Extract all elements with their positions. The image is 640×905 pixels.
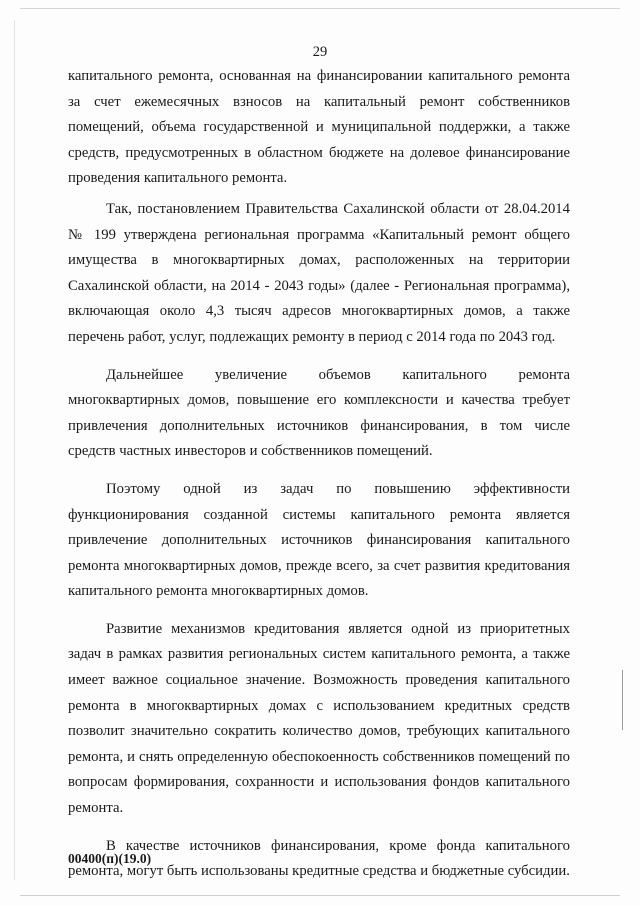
scan-edge-line-right [622, 670, 623, 730]
page-number: 29 [312, 44, 328, 60]
scan-edge-line-left [14, 20, 15, 880]
scan-edge-line-bottom [20, 895, 620, 896]
paragraph-5: Развитие механизмов кредитования является одной из приоритетных задач в рамках развития региональных систем капитального ремонта, а также имеет важное социальное значение. Возможность проведения капитального ремонта в многоквартирных домах с использованием кредитных средств позволит значительно сократить количество домов, требующих капитального ремонта, и снять определенную обеспокоенность собственников помещений по вопросам формирования, сохранности и использования фондов капитального ремонта. [68, 620, 570, 817]
paragraph-3: Дальнейшее увеличение объемов капитального ремонта многоквартирных домов, повышение его комплексности и качества требует привлечения дополнительных источников финансирования, в том числе средств частных инвесторов и собственников помещений. [68, 366, 570, 460]
paragraph-1: капитального ремонта, основанная на финансировании капитального ремонта за счет ежемесячных взносов на капитальный ремонт собственников помещений, объема государственной и муниципальной поддержки, а также средств, предусмотренных в областном бюджете на долевое финансирование проведения капитального ремонта. [68, 68, 570, 187]
paragraph-2: Так, постановлением Правительства Сахалинской области от 28.04.2014 № 199 утверждена региональная программа «Капитальный ремонт общего имущества в многоквартирных домах, расположенных на территории Сахалинской области, на 2014 - 2043 годы» (далее - Региональная программа), включающая около 4,3 тысяч адресов многоквартирных домов, а также перечень работ, услуг, подлежащих ремонту в период с 2014 года по 2043 год. [68, 200, 570, 345]
document-code: 00400(п)(19.0) [68, 851, 152, 866]
paragraph-6: В качестве источников финансирования, кроме фонда капитального ремонта, могут быть использованы кредитные средства и бюджетные субсидии. [68, 837, 570, 880]
body-text [68, 64, 570, 885]
paragraph-4: Поэтому одной из задач по повышению эффективности функционирования созданной системы капитального ремонта является привлечение дополнительных источников финансирования капитального ремонта многоквартирных домов, прежде всего, за счет развития кредитования капитального ремонта многоквартирных домов. [68, 480, 570, 600]
scan-edge-line-top [20, 8, 620, 9]
